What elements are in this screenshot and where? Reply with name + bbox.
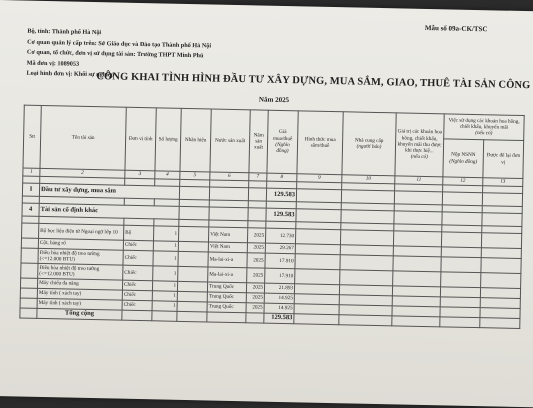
item-origin: Việt Nam	[208, 227, 247, 243]
col-method: Hình thức mua sắm/thuê	[297, 111, 343, 175]
index-cell: 11	[395, 176, 443, 185]
col-group-usage: Việc sử dụng các khoản hoa hồng, chiết khấu, khuyến mãi (nếu có)	[444, 114, 525, 141]
section-stt: I	[22, 183, 39, 196]
item-year: 2025	[247, 243, 265, 253]
item-price: 21.893	[264, 283, 294, 294]
item-price: 12.730	[265, 228, 295, 244]
total-price: 129.583	[264, 313, 294, 324]
item-name: Điều hòa nhiệt độ treo tường (<=12.000 BTU)	[38, 263, 123, 280]
col-supplier: Nhà cung cấp (người bán)	[342, 112, 396, 176]
item-price: 29.267	[265, 243, 295, 254]
index-cell: 10	[342, 175, 395, 184]
item-unit: Chiếc	[123, 265, 153, 281]
item-name: Máy chiếu đa năng	[37, 278, 122, 290]
item-price: 14.925	[264, 293, 294, 304]
item-year: 2025	[246, 293, 264, 303]
section-name: Đầu tư xây dựng, mua sắm	[39, 183, 179, 199]
item-unit: Chiếc	[122, 280, 152, 291]
unit-code-line: Mã đơn vị: 1089053	[26, 59, 80, 68]
col-year: Năm sản xuất	[249, 110, 268, 173]
index-cell: 2	[40, 168, 125, 178]
col-price: Giá mua/thuê (Nghìn đồng)	[267, 110, 298, 174]
item-unit: Chiếc	[123, 240, 153, 251]
item-year: 2025	[247, 228, 265, 243]
item-qty: 1	[153, 241, 178, 252]
item-name: Máy tính ( xách tay)	[37, 288, 122, 300]
item-qty: 1	[152, 301, 177, 312]
index-cell: 13	[483, 178, 523, 187]
item-name: Máy tính ( xách tay)	[37, 298, 122, 310]
item-year: 2025	[246, 283, 264, 293]
document-year: Năm 2025	[258, 95, 290, 105]
index-cell: 8	[267, 173, 297, 182]
form-code: Mẫu số 09a-CK/TSC	[424, 23, 488, 34]
item-price: 17.910	[265, 253, 295, 269]
unit-line: Cơ quan, tổ chức, đơn vị sử dụng tài sản: Trường THPT Minh Phú	[26, 48, 204, 60]
item-name: Điều hòa nhiệt độ treo tường (<=12.000 BTU)	[38, 248, 123, 265]
section-price: 129.583	[266, 188, 296, 202]
item-name: Bộ học liệu điện tử Ngoại ngữ lớp 10	[39, 223, 124, 240]
item-qty: 1	[152, 291, 177, 302]
item-unit: Bộ	[123, 225, 153, 241]
item-unit: Chiếc	[123, 250, 153, 266]
total-label: Tổng cộng	[37, 308, 122, 320]
index-cell: 12	[443, 177, 483, 186]
index-cell: 7	[249, 173, 267, 181]
col-stt: Stt	[23, 105, 41, 168]
col-commission-value: Giá trị các khoản hoa hồng, chiết khấu, khuyến mãi thu được khi thực hiệ... (nếu có)	[395, 113, 444, 177]
col-unit: Đơn vị tính	[125, 107, 156, 171]
item-year: 2025	[246, 303, 264, 313]
item-origin: Trung Quốc	[207, 292, 246, 303]
item-qty: 1	[153, 266, 178, 282]
col-qty: Số lượng	[155, 108, 181, 172]
item-year: 2025	[247, 253, 265, 268]
col-name: Tên tài sản	[40, 105, 126, 170]
section-price: 129.583	[266, 208, 296, 222]
col-brand: Nhãn hiệu	[180, 108, 211, 172]
item-price: 17.910	[265, 268, 295, 284]
table-header-row	[24, 105, 524, 140]
item-origin: Việt Nam	[208, 242, 247, 253]
index-cell: 6	[210, 172, 249, 181]
index-cell: 5	[180, 171, 210, 180]
unit-type-line: Loại hình đơn vị: Khối sự nghiệp	[26, 69, 115, 79]
item-unit: Chiếc	[122, 290, 152, 301]
col-retained: Được để lại đơn vị	[483, 140, 524, 179]
asset-table	[19, 105, 524, 329]
section-name: Tài sản cố định khác	[39, 203, 179, 219]
item-origin: Ma-lai-xi-a	[208, 267, 247, 283]
item-name: Cột, bảng rổ	[38, 238, 123, 250]
col-nsnn: Nộp NSNN (Nghìn đồng)	[443, 139, 484, 178]
index-cell: 1	[23, 168, 40, 176]
index-cell: 4	[155, 171, 180, 180]
section-stt: 4	[22, 203, 39, 216]
item-origin: Trung Quốc	[207, 302, 246, 313]
index-cell: 9	[297, 174, 342, 183]
item-qty: 1	[153, 251, 178, 267]
province-line: Bộ, tỉnh: Thành phố Hà Nội	[27, 27, 102, 37]
item-unit: Chiếc	[122, 300, 152, 311]
col-origin: Nước sản xuất	[210, 109, 250, 173]
item-price: 14.925	[264, 303, 294, 314]
item-origin: Ma-lai-xi-a	[208, 252, 247, 268]
index-cell: 3	[125, 170, 155, 179]
parent-agency-line: Cơ quan quản lý cấp trên: Sở Giáo dục và Đào tạo Thành phố Hà Nội	[27, 38, 212, 50]
document-title: CÔNG KHAI TÌNH HÌNH ĐẦU TƯ XÂY DỰNG, MUA SẮM, GIAO, THUÊ TÀI SẢN CÔNG	[96, 71, 531, 92]
item-year: 2025	[247, 268, 265, 283]
item-qty: 1	[153, 226, 178, 242]
item-origin: Trung Quốc	[207, 282, 246, 293]
item-qty: 1	[152, 281, 177, 292]
